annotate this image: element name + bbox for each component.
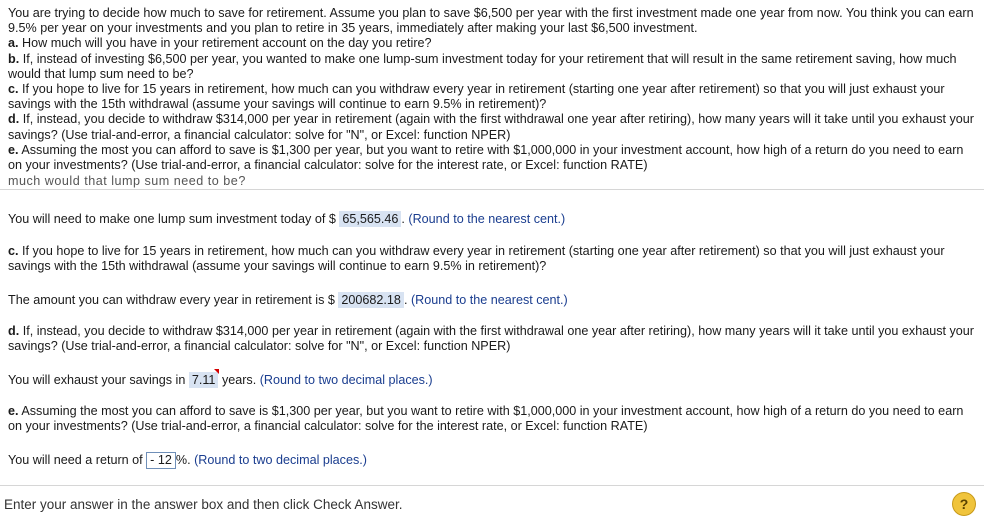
question-part-c <box>8 82 974 112</box>
answer-e-input[interactable]: - 12 <box>146 452 176 469</box>
help-icon[interactable]: ? <box>952 492 976 516</box>
answer-c-value[interactable]: 200682.18 <box>338 292 404 308</box>
part-c-text: If you hope to live for 15 years in retirement, how much can you withdraw every year in retirement (starting one year after retirement) so that you will just exhaust your savings with the 15th withdrawal (assume your savings will continue to earn 9.5% in retirement)? <box>8 82 945 112</box>
question-c-repeat <box>8 244 974 274</box>
part-e-label: e. <box>8 142 19 157</box>
answer-e-line <box>8 452 974 469</box>
answer-c-line: The amount you can withdraw every year in retirement is $ 200682.18 . (Round to the nearest cent.) <box>8 293 568 307</box>
question-part-e <box>8 143 974 173</box>
part-b-text: If, instead of investing $6,500 per year, you wanted to make one lump-sum investment today for your retirement that will result in the same retirement saving, how much would that lump sum need to be? <box>8 51 957 81</box>
answer-b-value[interactable]: 65,565.46 <box>339 211 401 227</box>
part-e-text: Assuming the most you can afford to save is $1,300 per year, but you want to retire with $1,000,000 in your investment account, how high of a return do you need to earn on your investments? (Use trial-and-error, a financial calculator: solve for the interest rate, or Excel: function RATE) <box>8 142 964 173</box>
error-flag-icon <box>214 369 219 374</box>
answer-d-prefix: You will exhaust your savings in <box>8 373 186 387</box>
question-part-d <box>8 112 974 142</box>
part-d-repeat-label: d. <box>8 324 20 338</box>
part-d-repeat-text: If, instead, you decide to withdraw $314,000 per year in retirement (again with the first withdrawal one year after retiring), how many years will it take until you exhaust your savings? (Use trial-and-error, a financial calculator: solve for "N", or Excel: function NPER) <box>8 324 974 354</box>
part-d-text: If, instead, you decide to withdraw $314,000 per year in retirement (again with the first withdrawal one year after retiring), how many years will it take until you exhaust your savings? (Use trial-and-error, a financial calculator: solve for "N", or Excel: function NPER) <box>8 112 974 142</box>
part-a-label: a. <box>8 36 19 51</box>
question-part-a <box>8 36 974 51</box>
footer-divider <box>0 485 984 486</box>
answer-e-hint: (Round to two decimal places.) <box>194 453 367 467</box>
part-c-label: c. <box>8 82 19 97</box>
answer-e-prefix: You will need a return of <box>8 453 143 467</box>
answer-d-value-text: 7.11 <box>191 373 216 387</box>
answer-c-hint: (Round to the nearest cent.) <box>410 293 568 307</box>
answer-d-line <box>8 372 974 388</box>
answer-d <box>8 372 974 388</box>
answer-b-hint: (Round to the nearest cent.) <box>408 212 566 226</box>
answer-d-hint: (Round to two decimal places.) <box>259 373 433 387</box>
part-a-text: How much will you have in your retirement account on the day you retire? <box>22 36 432 51</box>
question-d-repeat-text <box>8 324 974 354</box>
answer-c <box>8 292 974 308</box>
answer-b-prefix: You will need to make one lump sum investment today of $ <box>8 212 336 226</box>
question-intro: You are trying to decide how much to save for retirement. Assume you plan to save $6,500 per year with the first investment made one year from now. You think you can earn 9.5% per year on your investments and you plan to retire in 35 years, immediately after making your last $6,500 investment. <box>8 6 974 36</box>
question-part-b <box>8 52 974 82</box>
answer-b <box>8 211 974 227</box>
part-c-repeat-label: c. <box>8 244 19 258</box>
answer-e <box>8 452 974 469</box>
question-c-repeat-text <box>8 244 974 274</box>
footer-instruction: Enter your answer in the answer box and then click Check Answer. <box>4 497 403 512</box>
divider <box>0 189 984 190</box>
answer-d-suffix: years. <box>221 373 257 387</box>
question-e-repeat <box>8 404 974 434</box>
part-e-repeat-label: e. <box>8 404 19 418</box>
part-c-repeat-text: If you hope to live for 15 years in retirement, how much can you withdraw every year in retirement (starting one year after retirement) so that you will just exhaust your savings with the 15th withdrawal (assume your savings will continue to earn 9.5% in retirement)? <box>8 244 945 274</box>
part-b-label: b. <box>8 51 20 66</box>
part-e-repeat-text: Assuming the most you can afford to save is $1,300 per year, but you want to retire with $1,000,000 in your investment account, how high of a return do you need to earn on your investments? (Use trial-and-error, a financial calculator: solve for the interest rate, or Excel: function RATE) <box>8 404 964 434</box>
question-d-repeat <box>8 324 974 354</box>
answer-c-prefix: The amount you can withdraw every year in retirement is $ <box>8 293 335 307</box>
answer-b-line: You will need to make one lump sum investment today of $ 65,565.46 . (Round to the nearest cent.) <box>8 212 566 226</box>
answer-d-value[interactable] <box>189 372 219 388</box>
clipped-text: much would that lump sum need to be? <box>8 174 246 188</box>
question-e-repeat-text <box>8 404 974 434</box>
answer-e-suffix: %. <box>175 453 191 467</box>
part-d-label: d. <box>8 112 20 127</box>
question-text <box>8 6 974 173</box>
